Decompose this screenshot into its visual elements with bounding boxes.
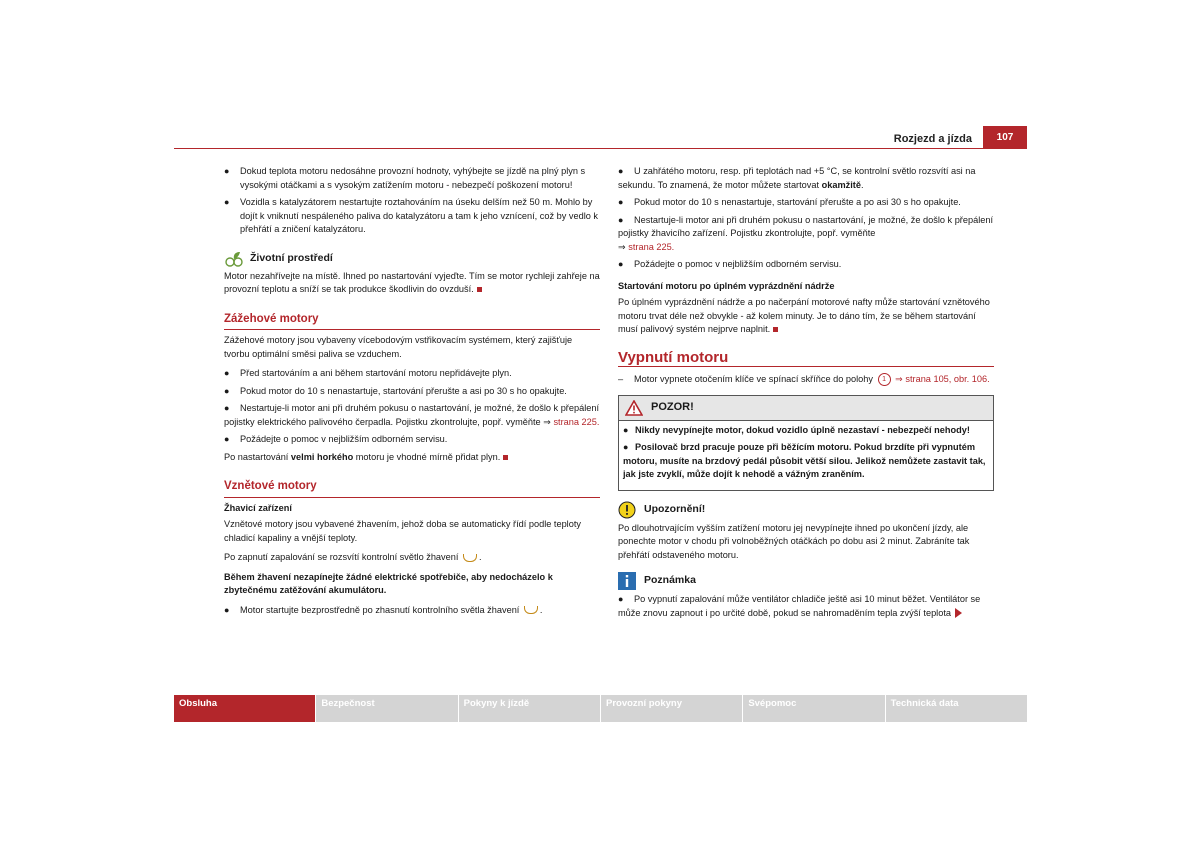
running-header-title: Rozjezd a jízda xyxy=(893,133,972,145)
caution-title: Upozornění! xyxy=(618,501,994,519)
list-item: ● Požádejte o pomoc v nejbližším odborném servisu. xyxy=(618,259,842,269)
glow-paragraph-1: Vznětové motory jsou vybavené žhavením, jehož doba se automaticky řídí podle teploty chladicí kapaliny a vnější teploty. xyxy=(224,519,581,543)
tab-obsluha[interactable]: Obsluha xyxy=(174,695,315,722)
list-item: ● Nestartuje-li motor ani při druhém pokusu o nastartování, je možné, že došlo k přepálení pojistky elektrického palivového čerpadla. Pojistku zkontrolujte, popř. vyměňte ⇒ strana 225. xyxy=(224,403,600,427)
note-title: Poznámka xyxy=(618,572,994,590)
cross-reference-link[interactable]: ⇒ strana 105, obr. 106. xyxy=(895,374,990,384)
page-number: 107 xyxy=(983,126,1027,148)
list-item: ● Pokud motor do 10 s nenastartuje, startování přerušte a asi po 30 s ho opakujte. xyxy=(224,385,567,396)
continue-arrow-icon xyxy=(955,608,962,618)
end-square-icon xyxy=(503,455,508,460)
warning-triangle-icon xyxy=(625,400,643,416)
glow-paragraph-2: Po zapnutí zapalování se rozsvítí kontrolní světlo žhavení . xyxy=(224,552,482,562)
list-item: ● Pokud motor do 10 s nenastartuje, startování přerušte a po asi 30 s ho opakujte. xyxy=(618,197,961,207)
end-square-icon xyxy=(773,327,778,332)
environment-note-text: Motor nezahřívejte na místě. Ihned po nastartování vyjeďte. Tím se motor rychleji zahřeje na provozní teplotu a sníží se tak produkce škodlivin do ovzduší. xyxy=(224,270,600,294)
info-icon xyxy=(618,572,636,590)
list-item: ● U zahřátého motoru, resp. při teplotách nad +5 °C, se kontrolní světlo rozsvítí asi na sekundu. To znamená, že motor můžete startovat okamžitě. xyxy=(618,166,976,190)
cross-reference-link[interactable]: strana 225. xyxy=(553,416,600,427)
end-square-icon xyxy=(477,287,482,292)
left-column xyxy=(224,165,600,621)
glow-plug-icon xyxy=(524,606,538,614)
list-item: ● Dokud teplota motoru nedosáhne provozní hodnoty, vyhýbejte se jízdě na plný plyn s vysokými otáčkami a s vysokým zatížením motoru - nebezpečí poškození motoru! xyxy=(224,166,586,190)
empty-tank-subheading: Startování motoru po úplném vyprázdnění nádrže xyxy=(618,280,835,291)
section-heading-stop-engine: Vypnutí motoru xyxy=(618,351,994,368)
list-item: ● Vozidla s katalyzátorem nestartujte roztahováním na úseku delším než 50 m. Mohlo by dojít k vniknutí nespáleného paliva do katalyzátoru a tam k jeho vznícení, což by vedlo k přehřátí a zničení katalyzátoru. xyxy=(224,197,599,234)
ignition-position-marker: 1 xyxy=(878,373,891,386)
tab-bezpecnost[interactable]: Bezpečnost xyxy=(316,695,457,722)
list-item: ● Nestartuje-li motor ani při druhém pokusu o nastartování, je možné, že došlo k přepálení pojistky žhavicího zařízení. Pojistku zkontrolujte, popř. vyměňte ⇒ strana 225. xyxy=(618,214,994,252)
cross-reference-arrow: ⇒ xyxy=(543,416,551,427)
cross-reference-link[interactable]: strana 225. xyxy=(628,241,675,252)
caution-text: Po dlouhotrvajícím vyšším zatížení motoru jej nevypínejte ihned po ukončení jízdy, ale ponechte motor v chodu při volnoběžných otáčkách po dobu asi 2 minut. Zabráníte tak přehřátí odstaveného motoru. xyxy=(618,522,970,560)
warning-box xyxy=(618,395,994,491)
warning-header: POZOR! xyxy=(619,396,993,421)
list-item: ● Posilovač brzd pracuje pouze při běžícím motoru. Pokud brzdíte při vypnutém motoru, musíte na brzdový pedál působit větší silou. Jelikož nemůžete zastavit tak, jak jste zvyklí, může dojít k nehodě a vážným zraněním. xyxy=(623,442,986,479)
glow-warning-bold: Během žhavení nezapínejte žádné elektrické spotřebiče, aby nedocházelo k zbytečnému zatěžování akumulátoru. xyxy=(224,571,553,595)
glow-plug-icon xyxy=(463,554,477,562)
petrol-intro: Zážehové motory jsou vybaveny vícebodovým vstřikovacím systémem, který zajišťuje tvorbu optimální směsi paliva se vzduchem. xyxy=(224,335,573,359)
list-item: ● Po vypnutí zapalování může ventilátor chladiče ještě asi 10 minut běžet. Ventilátor se může znovu zapnout i po určité době, pokud se nahromaděním tepla zvýší teplota xyxy=(618,594,981,618)
environment-note-title: Životní prostředí xyxy=(224,251,600,267)
section-heading-diesel: Vznětové motory xyxy=(224,480,600,498)
header-rule xyxy=(174,148,1027,149)
section-heading-petrol: Zážehové motory xyxy=(224,313,600,331)
footer-navigation xyxy=(174,695,1027,722)
tab-pokyny-k-jizde[interactable]: Pokyny k jízdě xyxy=(459,695,600,722)
tab-svepomoc[interactable]: Svépomoc xyxy=(743,695,884,722)
list-item: ● Před startováním a ani během startování motoru nepřidávejte plyn. xyxy=(224,368,512,378)
right-column xyxy=(618,165,994,624)
stop-engine-step: – Motor vypnete otočením klíče ve spínací skříňce do polohy 1 ⇒ strana 105, obr. 106. xyxy=(618,373,994,387)
warning-body xyxy=(619,421,993,490)
caution-icon xyxy=(618,501,636,519)
empty-tank-text: Po úplném vyprázdnění nádrže a po načerpání motorové nafty může startování vznětového motoru trvat déle než obvykle - až kolem minuty. Je to dáno tím, že se během startování musí palivový systém nejprve naplnit. xyxy=(618,297,990,334)
list-item: ● Nikdy nevypínejte motor, dokud vozidlo úplně nezastaví - nebezpečí nehody! xyxy=(623,424,970,435)
glow-subheading: Žhavicí zařízení xyxy=(224,502,292,513)
petrol-final-text: Po nastartování velmi horkého motoru je vhodné mírně přidat plyn. xyxy=(224,451,600,465)
tab-technicka-data[interactable]: Technická data xyxy=(886,695,1027,722)
cross-reference-arrow: ⇒ xyxy=(618,241,626,252)
list-item: ● Požádejte o pomoc v nejbližším odborném servisu. xyxy=(224,434,448,444)
list-item: ● Motor startujte bezprostředně po zhasnutí kontrolního světla žhavení . xyxy=(224,604,543,615)
environment-icon xyxy=(224,251,244,267)
tab-provozni-pokyny[interactable]: Provozní pokyny xyxy=(601,695,742,722)
